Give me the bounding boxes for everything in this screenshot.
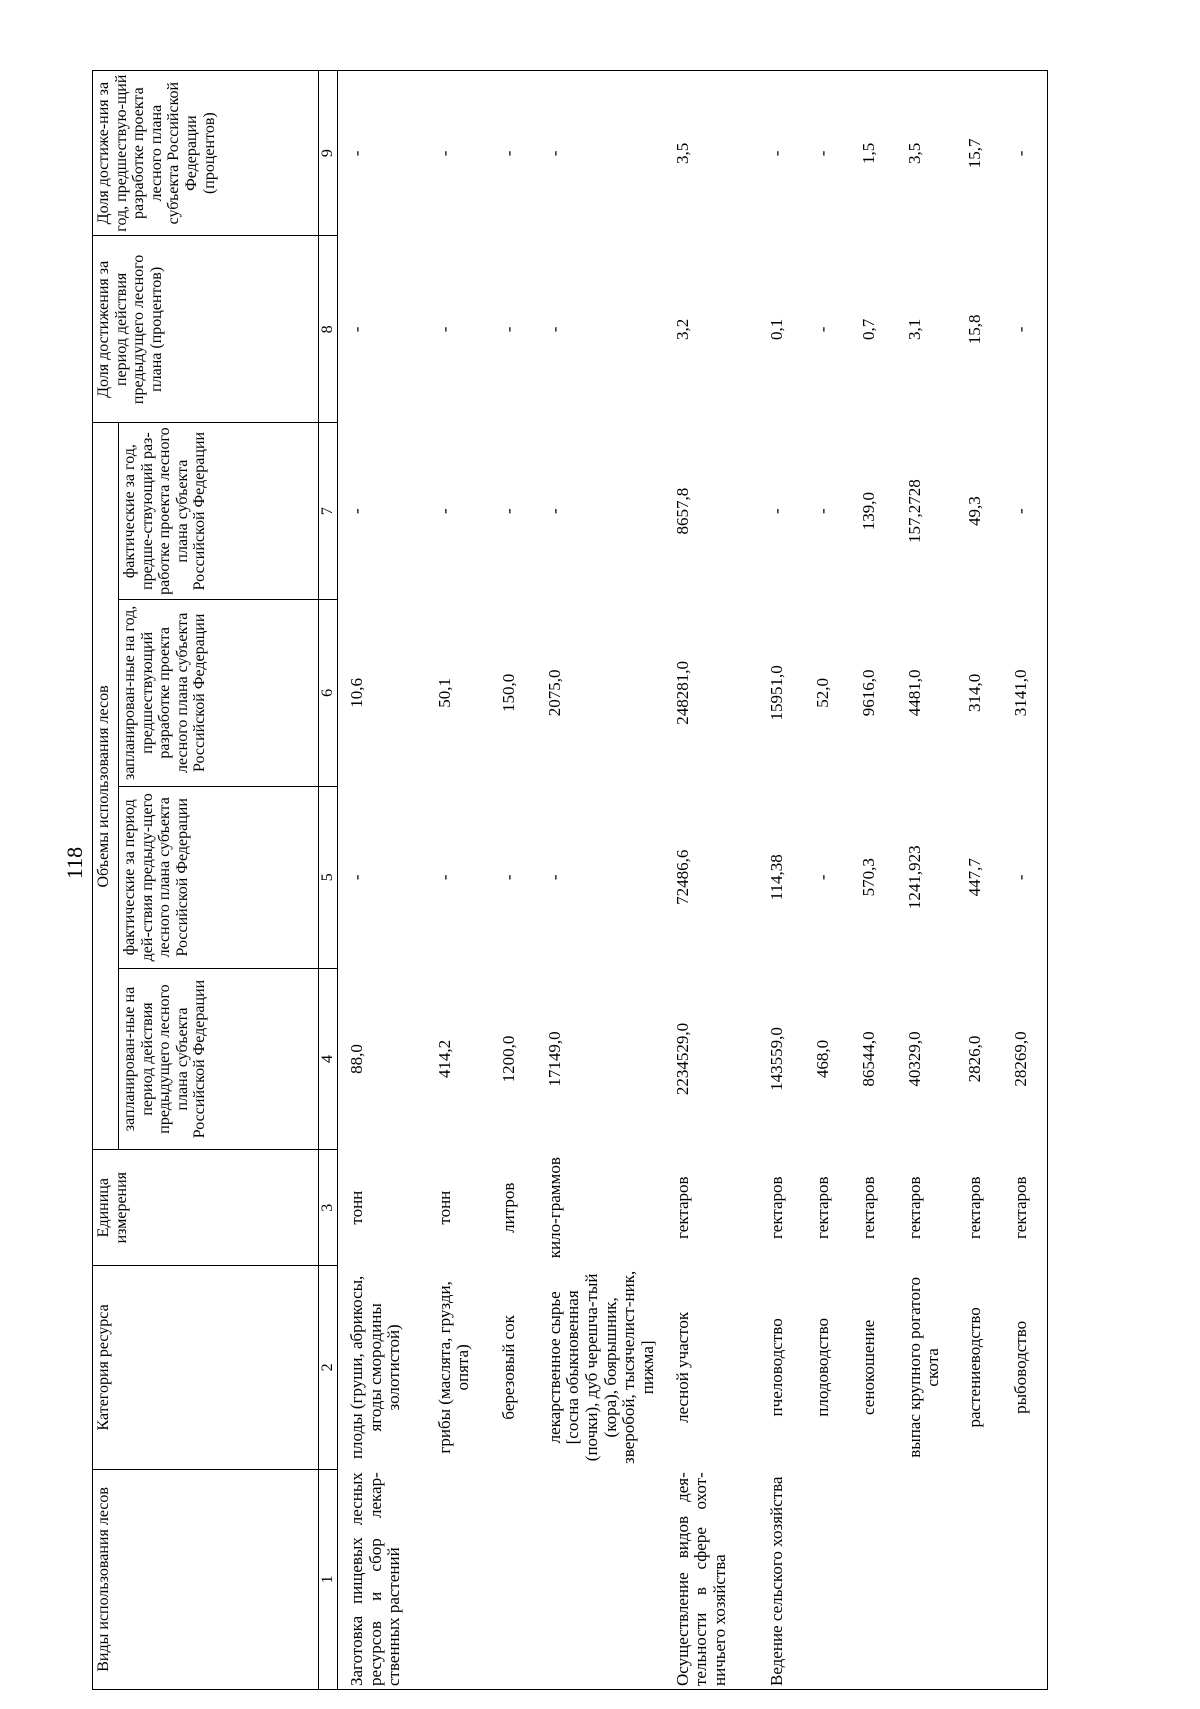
actual-year-cell: -: [544, 508, 564, 514]
use-type-cell: [536, 1469, 664, 1689]
table-row: [804, 71, 850, 1690]
planned-year-cell: 2075,0: [544, 669, 564, 717]
header-volumes-group: Объемы использования лесов: [93, 423, 119, 1150]
forest-use-table: [92, 70, 1048, 1690]
use-type-cell: [896, 1469, 956, 1689]
header-share-year: Доля достиже-ния за год, предшествую-щий разработке проекта лесного плана субъекта Российской Федерации (процентов): [93, 71, 319, 236]
unit-cell: литров: [498, 1182, 518, 1233]
actual-year-cell: 139,0: [858, 491, 878, 531]
table-header: [93, 71, 338, 1690]
planned-year-cell: 150,0: [498, 673, 518, 712]
unit-cell: гектаров: [858, 1176, 878, 1239]
column-number-cell: 9: [319, 71, 338, 236]
actual-period-cell: 72486,6: [672, 849, 692, 905]
unit-cell: тонн: [347, 1190, 366, 1225]
table-row: [426, 71, 490, 1690]
table-row: [1002, 71, 1048, 1690]
column-number-cell: 3: [319, 1150, 338, 1266]
planned-year-cell: 248281,0: [672, 660, 692, 725]
header-resource-category: Категория ресурса: [93, 1266, 319, 1470]
column-number-cell: 2: [319, 1266, 338, 1470]
share-year-cell: -: [1002, 71, 1048, 236]
actual-year-cell: -: [812, 508, 832, 514]
header-share-period: Доля достижения за период действия предыдущего лесного плана (процентов): [93, 236, 319, 423]
share-year-cell: 3,5: [664, 71, 758, 236]
table-row: [664, 71, 758, 1690]
planned-year-cell: 3141,0: [1002, 599, 1048, 786]
share-period-cell: 3,1: [904, 318, 924, 340]
planned-period-cell: 414,2: [434, 1039, 454, 1079]
unit-cell: тонн: [434, 1190, 454, 1225]
column-number-cell: 7: [319, 423, 338, 599]
header-planned-period: запланирован-ные на период действия предыдущего лесного плана субъекта Российской Федерации: [119, 968, 319, 1150]
actual-period-cell: -: [1002, 786, 1048, 968]
actual-year-cell: -: [434, 508, 454, 514]
category-cell: пчеловодство: [766, 1318, 786, 1417]
use-type-cell: [426, 1469, 490, 1689]
unit-cell: гектаров: [904, 1176, 924, 1239]
actual-period-cell: 114,38: [766, 854, 786, 901]
share-year-cell: -: [490, 71, 536, 236]
share-period-cell: -: [498, 326, 518, 333]
table-row: [896, 71, 956, 1690]
share-period-cell: -: [347, 326, 366, 333]
table-body: [338, 71, 1048, 1690]
actual-year-cell: -: [347, 508, 366, 514]
planned-period-cell: 468,0: [812, 1039, 832, 1079]
header-unit: Единица измерения: [93, 1150, 319, 1266]
category-cell: сенокошение: [858, 1319, 878, 1415]
share-period-cell: 0,7: [858, 318, 878, 340]
share-period-cell: -: [434, 326, 454, 333]
planned-year-cell: 52,0: [812, 677, 832, 708]
share-period-cell: -: [1002, 236, 1048, 423]
category-cell: березовый сок: [498, 1315, 518, 1420]
share-year-cell: -: [758, 71, 804, 236]
share-year-cell: -: [804, 71, 850, 236]
column-number-cell: 8: [319, 236, 338, 423]
actual-year-cell: 49,3: [964, 496, 984, 526]
rotated-table-sheet: [80, 60, 1200, 1700]
planned-period-cell: 86544,0: [858, 1031, 878, 1087]
planned-period-cell: 17149,0: [544, 1031, 564, 1087]
table-row: [338, 71, 426, 1690]
unit-cell: гектаров: [1002, 1150, 1048, 1266]
use-type-cell: [490, 1469, 536, 1689]
share-year-cell: 15,7: [956, 71, 1002, 236]
category-cell: выпас крупного рогатого скота: [904, 1277, 943, 1458]
actual-period-cell: -: [812, 874, 832, 881]
share-period-cell: -: [812, 326, 832, 333]
share-year-cell: -: [338, 71, 426, 236]
actual-year-cell: 157,2728: [904, 479, 924, 543]
column-number-cell: 1: [319, 1469, 338, 1689]
planned-period-cell: 143559,0: [766, 1027, 786, 1091]
unit-cell: гектаров: [672, 1176, 692, 1239]
column-number-row: [319, 71, 338, 1690]
use-type-cell: [956, 1469, 1002, 1689]
share-year-cell: -: [426, 71, 490, 236]
actual-period-cell: -: [347, 874, 366, 881]
actual-period-cell: -: [498, 874, 518, 881]
planned-period-cell: 88,0: [347, 1044, 366, 1074]
header-use-type: Виды использования лесов: [93, 1469, 319, 1689]
table-row: [536, 71, 664, 1690]
category-cell: растениеводство: [964, 1307, 984, 1428]
unit-cell: гектаров: [964, 1176, 984, 1239]
use-type-cell: [1002, 1469, 1048, 1689]
planned-period-cell: 40329,0: [904, 1031, 924, 1087]
header-actual-year: фактические за год, предше-ствующий раз-работке проекта лесного плана субъекта Российской Федерации: [119, 423, 319, 599]
share-period-cell: 15,8: [964, 314, 984, 345]
share-period-cell: 3,2: [672, 318, 692, 340]
actual-period-cell: 570,3: [858, 858, 878, 897]
share-year-cell: -: [536, 71, 664, 236]
column-number-cell: 5: [319, 786, 338, 968]
planned-period-cell: 28269,0: [1002, 968, 1048, 1150]
column-number-cell: 4: [319, 968, 338, 1150]
column-number-cell: 6: [319, 599, 338, 786]
planned-year-cell: 9616,0: [858, 669, 878, 717]
actual-year-cell: -: [1002, 423, 1048, 599]
use-type-cell: Заготовка пищевых лесных ресурсов и сбор лекар-ственных растений: [338, 1469, 426, 1689]
planned-period-cell: 2234529,0: [672, 1022, 692, 1096]
actual-year-cell: -: [498, 508, 518, 514]
actual-period-cell: -: [544, 874, 564, 881]
planned-year-cell: 10,6: [347, 677, 366, 708]
table-row: [956, 71, 1002, 1690]
share-period-cell: -: [544, 326, 564, 333]
table-row: [758, 71, 804, 1690]
actual-period-cell: -: [434, 874, 454, 881]
category-cell: плодоводство: [812, 1318, 832, 1417]
planned-year-cell: 4481,0: [904, 669, 924, 717]
category-cell: плоды (груши, абрикосы, ягоды смородины золотистой): [347, 1275, 404, 1460]
category-cell: лекарственное сырье [сосна обыкновенная (почки), дуб черешча-тый (кора), боярышник, зверобой, тысячелист-ник, пижма]: [544, 1270, 657, 1464]
planned-year-cell: 15951,0: [766, 665, 786, 721]
unit-cell: кило-граммов: [544, 1157, 564, 1259]
planned-period-cell: 2826,0: [964, 1035, 984, 1083]
header-actual-period: фактические за период дей-ствия предыду-щего лесного плана субъекта Российской Федерации: [119, 786, 319, 968]
share-year-cell: 3,5: [896, 71, 956, 236]
page-number: 118: [62, 846, 87, 880]
actual-year-cell: 8657,8: [672, 487, 692, 535]
use-type-cell: [804, 1469, 850, 1689]
category-cell: лесной участок: [672, 1311, 692, 1423]
actual-year-cell: -: [766, 508, 786, 514]
unit-cell: гектаров: [766, 1176, 786, 1239]
header-planned-year: запланирован-ные на год, предшествующий разработке проекта лесного плана субъекта Российской Федерации: [119, 599, 319, 786]
category-cell: рыбоводство: [1002, 1266, 1048, 1470]
use-type-cell: [850, 1469, 896, 1689]
planned-year-cell: 50,1: [434, 677, 454, 708]
actual-period-cell: 1241,923: [904, 845, 924, 910]
use-type-cell: Осуществление видов дея-тельности в сфере охот-ничьего хозяйства: [664, 1469, 758, 1689]
use-type-cell: Ведение сельского хозяйства: [758, 1469, 804, 1689]
table-row: [490, 71, 536, 1690]
planned-period-cell: 1200,0: [498, 1035, 518, 1083]
share-year-cell: 1,5: [850, 71, 896, 236]
unit-cell: гектаров: [812, 1176, 832, 1239]
planned-year-cell: 314,0: [964, 673, 984, 712]
category-cell: грибы (маслята, грузди, опята): [434, 1281, 473, 1454]
share-period-cell: 0,1: [766, 318, 786, 340]
table-row: [850, 71, 896, 1690]
actual-period-cell: 447,7: [964, 858, 984, 897]
